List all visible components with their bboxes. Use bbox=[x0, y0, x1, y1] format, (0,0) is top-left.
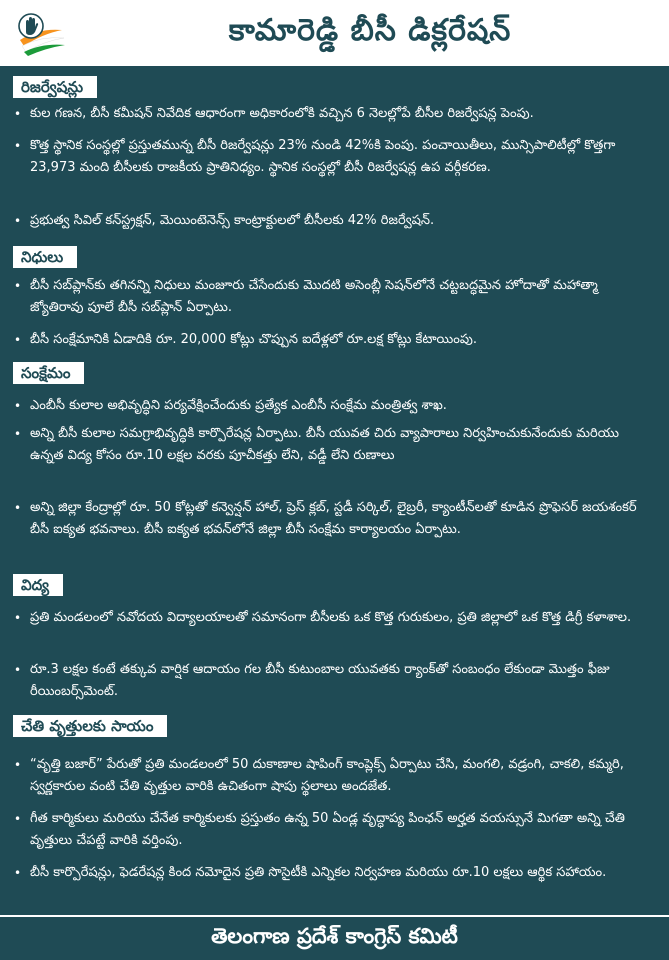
bullet-icon: • bbox=[14, 333, 22, 347]
list-item bbox=[14, 135, 654, 179]
section-heading-handicrafts: చేతి వృత్తులకు సాయం bbox=[13, 715, 167, 737]
bullet-icon: • bbox=[14, 501, 22, 515]
list-item bbox=[14, 497, 654, 541]
list-item-text: “వృత్తి బజార్” పేరుతో ప్రతి మండలంలో 50 దుకాణాల షాపింగ్ కాంప్లెక్స్ ఏర్పాటు చేసి, మంగలి, వడ్రంగి, చాకలి, కమ్మరి, స్వర్ణకారుల వంటి చేతి వృత్తుల వారికి ఉచితంగా షాపు స్థలాలు అందజేత. bbox=[30, 757, 624, 794]
list-item bbox=[14, 808, 654, 852]
bullet-icon: • bbox=[14, 427, 22, 441]
list-item-text: బీసీ సబ్‌ప్లాన్‌కు తగినన్ని నిధులు మంజూరు చేసేందుకు మొదటి అసెంబ్లీ సెషన్‌లోనే చట్టబద్ధమైన హోదాతో మహాత్మా జ్యోతిరావు పూలే బీసీ సబ్‌ప్లాన్ ఏర్పాటు. bbox=[30, 278, 598, 315]
bullet-icon: • bbox=[14, 107, 22, 121]
list-item bbox=[14, 862, 654, 884]
list-item bbox=[14, 423, 654, 467]
list-item bbox=[14, 754, 654, 798]
list-item-text: గీత కార్మికులు మరియు చేనేత కార్మికులకు ప్రస్తుతం ఉన్న 50 ఏండ్ల వృద్ధాప్య పింఛన్ అర్హత వయస్సునే మిగతా అన్ని చేతి వృత్తులు చేపట్టే వారికి వర్తింపు. bbox=[30, 811, 625, 848]
list-item-text: అన్ని జిల్లా కేంద్రాల్లో రూ. 50 కోట్లతో కన్వెన్షన్ హాల్, ప్రెస్ క్లబ్, స్టడీ సర్కిల్, లైబ్రరీ, క్యాంటీన్‌లతో కూడిన ప్రొఫెసర్ జయశంకర్ బీసీ ఐక్యత భవనాలు. బీసీ ఐక్యత భవన్‌లోనే జిల్లా బీసీ సంక్షేమ కార్యాలయం ఏర్పాటు. bbox=[30, 500, 637, 537]
list-item-text: బీసీ సంక్షేమానికి ఏడాదికి రూ. 20,000 కోట్లు చొప్పున ఐదేళ్లలో రూ.లక్ష కోట్లు కేటాయింపు. bbox=[30, 332, 477, 347]
list-item-text: కుల గణన, బీసీ కమీషన్ నివేదిక ఆధారంగా అధికారంలోకి వచ్చిన 6 నెలల్లోపే బీసీల రిజర్వేషన్ల పెంపు. bbox=[30, 106, 534, 121]
list-item bbox=[14, 210, 654, 232]
list-item bbox=[14, 395, 654, 417]
bullet-icon: • bbox=[14, 663, 22, 677]
list-item bbox=[14, 607, 654, 629]
footer-committee-name: తెలంగాణ ప్రదేశ్ కాంగ్రెస్ కమిటీ bbox=[211, 923, 458, 948]
section-heading-funds: నిధులు bbox=[13, 246, 77, 268]
congress-hand-logo-icon bbox=[16, 10, 66, 56]
section-heading-reservations: రిజర్వేషన్లు bbox=[13, 76, 97, 98]
bullet-icon: • bbox=[14, 139, 22, 153]
section-heading-welfare: సంక్షేమం bbox=[13, 362, 84, 384]
header-banner bbox=[0, 0, 669, 66]
list-item bbox=[14, 103, 654, 125]
bullet-icon: • bbox=[14, 758, 22, 772]
bullet-icon: • bbox=[14, 866, 22, 880]
list-item-text: అన్ని బీసీ కులాల సమగ్రాభివృద్ధికి కార్పొరేషన్ల ఏర్పాటు. బీసీ యువత చిరు వ్యాపారాలు నిర్వహించుకునేందుకు మరియు ఉన్నత విద్య కోసం రూ.10 లక్షల వరకు పూచీకత్తు లేని, వడ్డీ లేని రుణాలు bbox=[30, 426, 619, 463]
bullet-icon: • bbox=[14, 214, 22, 228]
bullet-icon: • bbox=[14, 399, 22, 413]
list-item bbox=[14, 659, 654, 703]
list-item-text: కొత్త స్థానిక సంస్థల్లో ప్రస్తుతమున్న బీసీ రిజర్వేషన్లు 23% నుండి 42%కి పెంపు. పంచాయితీలు, మున్సిపాలిటీల్లో కొత్తగా 23,973 మంది బీసీలకు రాజకీయ ప్రాతినిధ్యం. స్థానిక సంస్థల్లో బీసీ రిజర్వేషన్ల ఉప వర్గీకరణ. bbox=[30, 138, 616, 175]
list-item-text: ప్రభుత్వ సివిల్ కన్‌స్ట్రక్షన్, మెయింటెనెన్స్ కాంట్రాక్టులలో బీసీలకు 42% రిజర్వేషన్. bbox=[30, 213, 435, 228]
bullet-icon: • bbox=[14, 279, 22, 293]
list-item-text: ఎంబీసీ కులాల అభివృద్ధిని పర్యవేక్షించేందుకు ప్రత్యేక ఎంబీసీ సంక్షేమ మంత్రిత్వ శాఖ. bbox=[30, 398, 447, 413]
list-item-text: రూ.3 లక్షల కంటే తక్కువ వార్షిక ఆదాయం గల బీసీ కుటుంబాల యువతకు ర్యాంక్‌తో సంబంధం లేకుండా మొత్తం ఫీజు రీయింబర్స్‌మెంట్. bbox=[30, 662, 610, 699]
list-item-text: ప్రతి మండలంలో నవోదయ విద్యాలయాలతో సమానంగా బీసీలకు ఒక కొత్త గురుకులం, ప్రతి జిల్లాలో ఒక కొత్త డిగ్రీ కళాశాల. bbox=[30, 610, 632, 625]
list-item bbox=[14, 329, 654, 351]
section-heading-education: విద్య bbox=[13, 574, 63, 596]
list-item bbox=[14, 275, 654, 319]
list-item-text: బీసీ కార్పొరేషన్లు, ఫెడరేషన్ల కింద నమోదైన ప్రతి సొసైటీకి ఎన్నికల నిర్వహణ మరియు రూ.10 లక్షలు ఆర్థిక సహాయం. bbox=[30, 865, 607, 880]
bullet-icon: • bbox=[14, 812, 22, 826]
page-title: కామారెడ్డి బీసీ డిక్లరేషన్ bbox=[228, 13, 512, 48]
bullet-icon: • bbox=[14, 611, 22, 625]
